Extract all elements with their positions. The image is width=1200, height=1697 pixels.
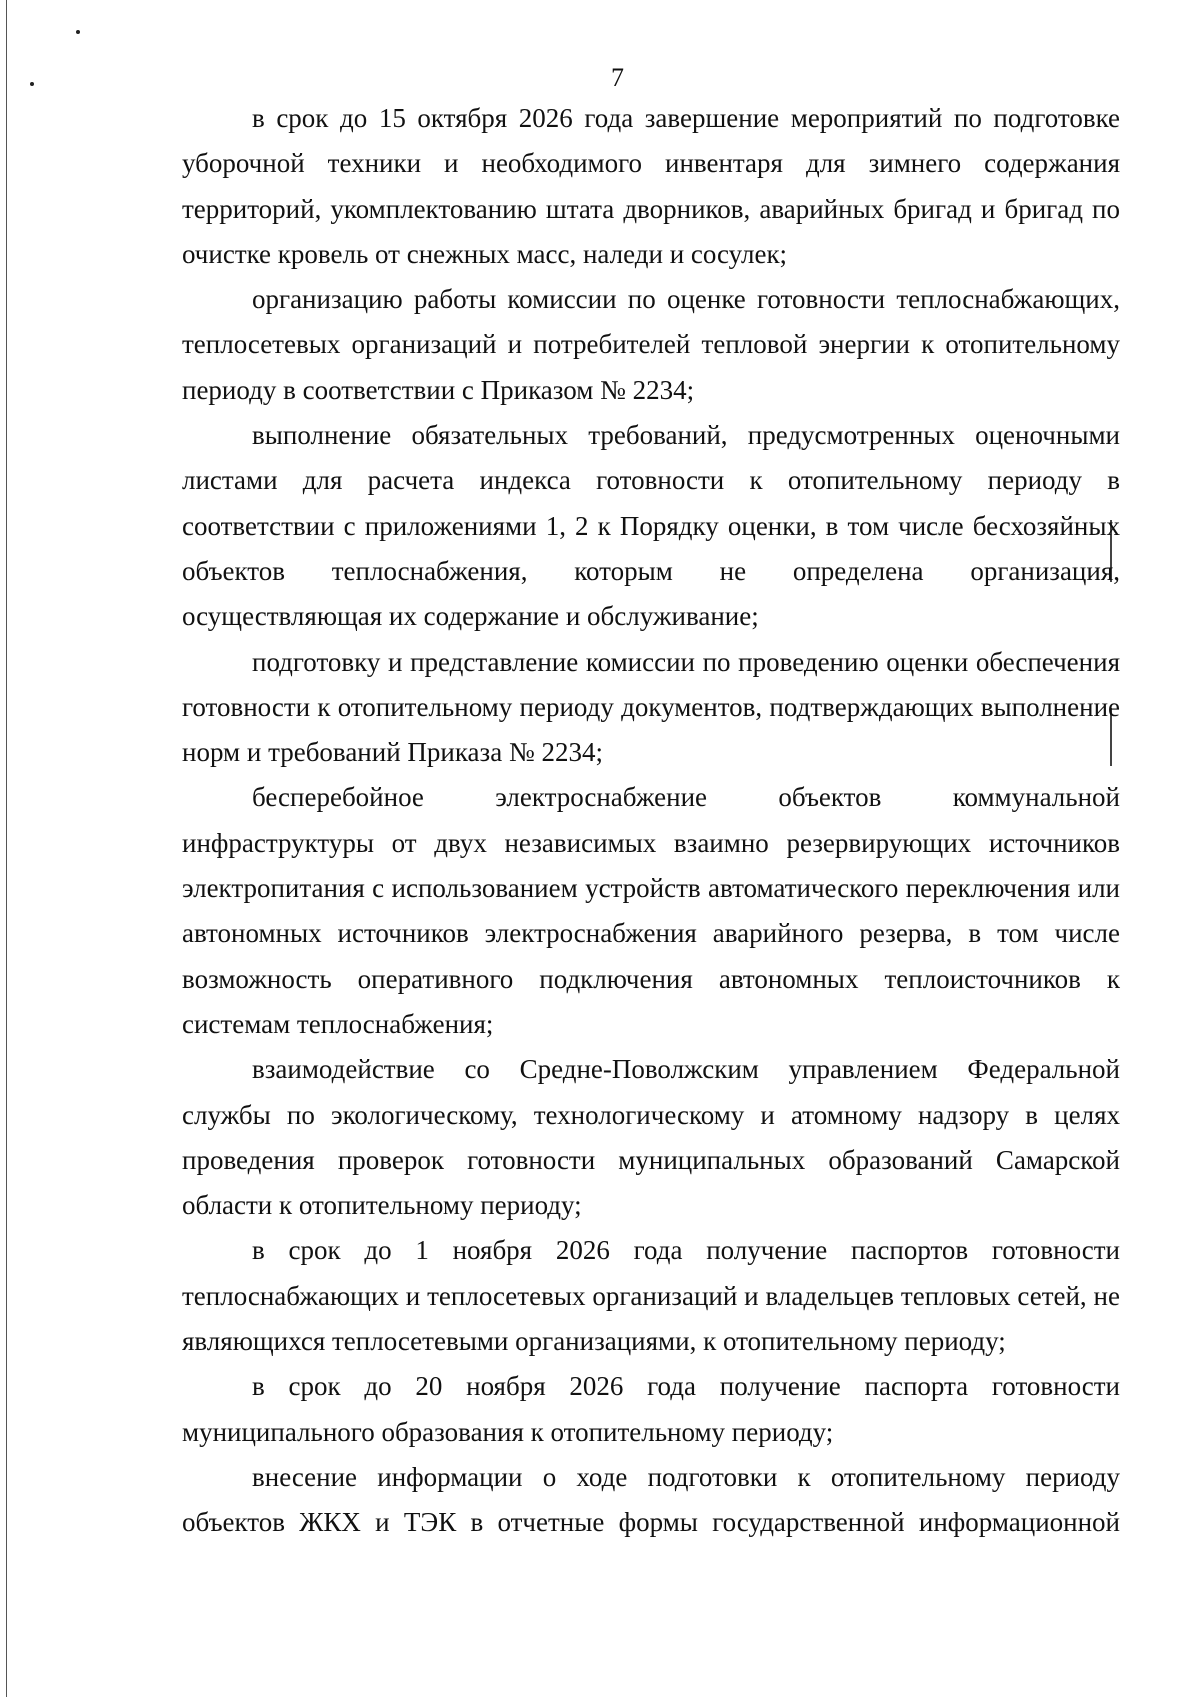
paragraph: организацию работы комиссии по оценке готовности теплоснабжающих, теплосетевых организаций и потребителей тепловой энергии к отопительному периоду в соответствии с Приказом № 2234; [182,284,1120,405]
scan-left-edge [6,0,7,1697]
paragraph: в срок до 15 октября 2026 года завершение мероприятий по подготовке уборочной техники и необходимого инвентаря для зимнего содержания территорий, укомплектованию штата дворников, аварийных бригад и бригад по очистке кровель от снежных масс, наледи и сосулек; [182,103,1120,269]
paragraph: внесение информации о ходе подготовки к отопительному периоду объектов ЖКХ и ТЭК в отчетные формы государственной информационной [182,1461,1120,1538]
paragraph: подготовку и представление комиссии по проведению оценки обеспечения готовности к отопительному периоду документов, подтверждающих выполнение норм и требований Приказа № 2234; [182,646,1120,768]
paragraph: в срок до 20 ноября 2026 года получение паспорта готовности муниципального образования к отопительному периоду; [182,1371,1120,1447]
document-body [182,96,1120,1546]
paragraph: в срок до 1 ноября 2026 года получение паспортов готовности теплоснабжающих и теплосетевых организаций и владельцев тепловых сетей, не являющихся теплосетевыми организациями, к отопительному периоду; [182,1235,1120,1357]
page-number: 7 [611,63,624,92]
paragraph: бесперебойное электроснабжение объектов коммунальной инфраструктуры от двух независимых взаимно резервирующих источников электропитания с использованием устройств автоматического переключения или автономных источников электроснабжения аварийного резерва, в том числе возможность оперативного подключения автономных теплоисточников к системам теплоснабжения; [182,782,1120,1039]
scan-speck [76,30,80,34]
paragraph: взаимодействие со Средне-Поволжским управлением Федеральной службы по экологическому, технологическому и атомному надзору в целях проведения проверок готовности муниципальных образований Самарской области к отопительному периоду; [182,1054,1120,1221]
paragraph: выполнение обязательных требований, предусмотренных оценочными листами для расчета индекса готовности к отопительному периоду в соответствии с приложениями 1, 2 к Порядку оценки, в том числе бесхозяйных объектов теплоснабжения, которым не определена организация, осуществляющая их содержание и обслуживание; [182,420,1120,632]
